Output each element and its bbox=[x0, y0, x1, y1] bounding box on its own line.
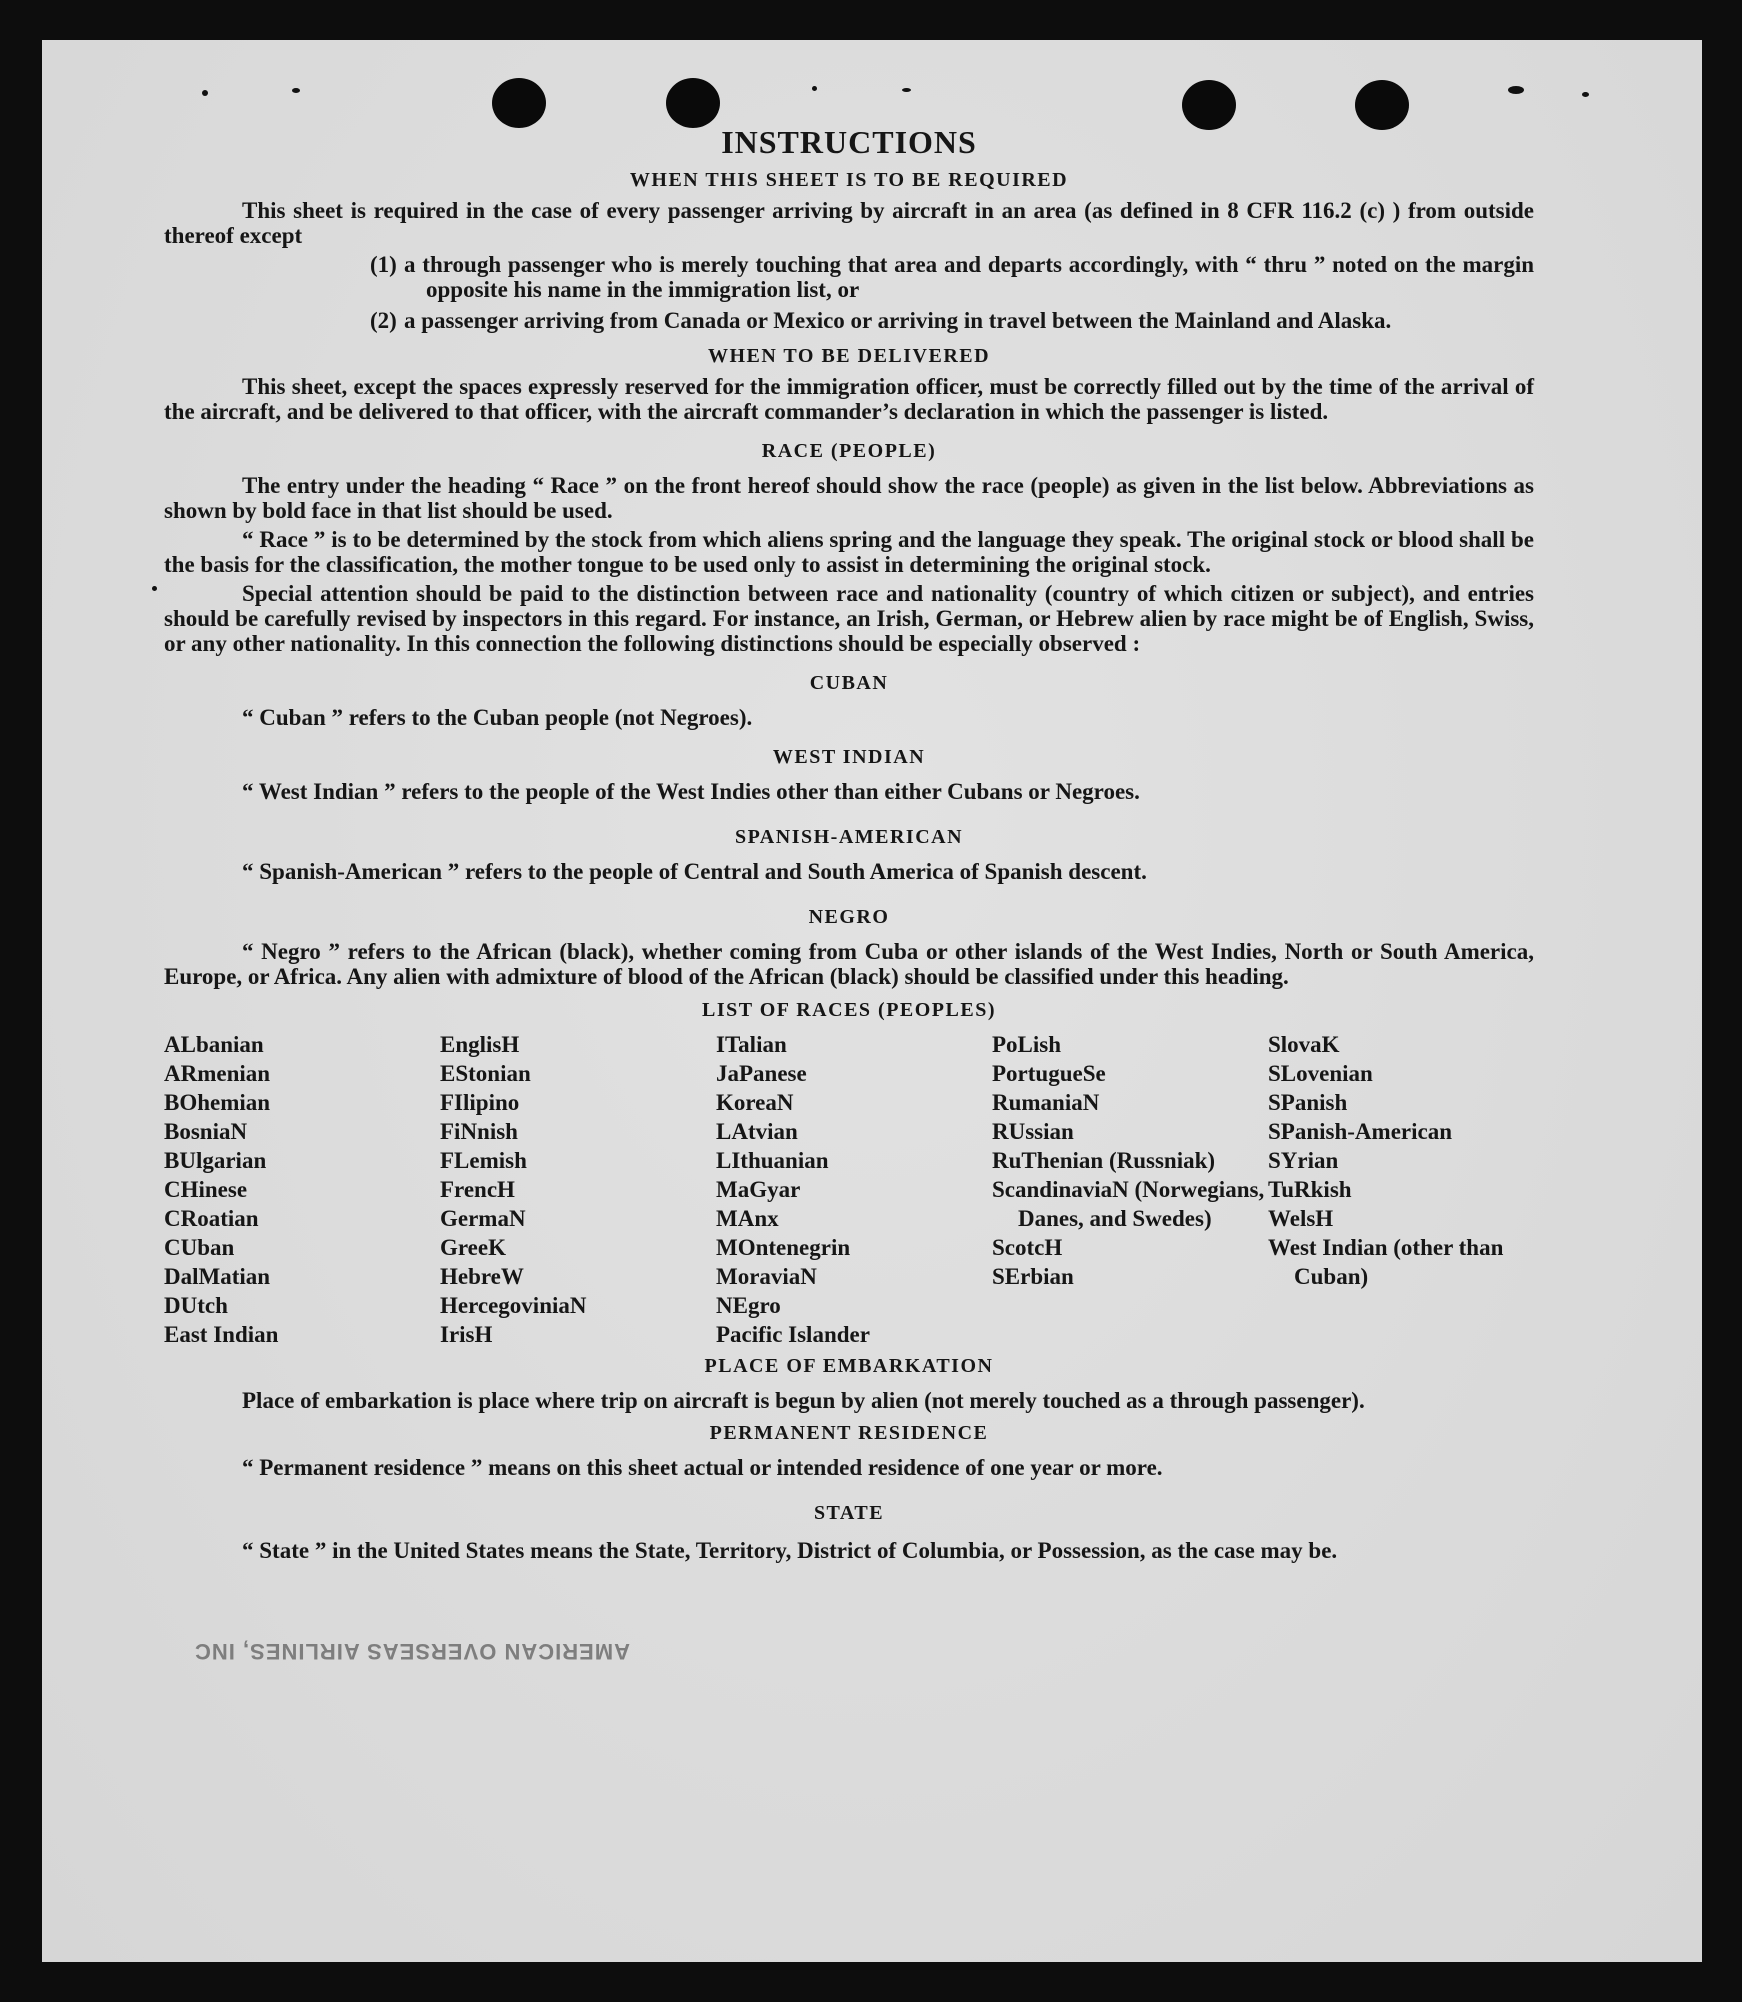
race-entry: ITalian bbox=[716, 1032, 787, 1057]
race-entry: ScandinaviaN (Norwegians, Danes, and Swedes) bbox=[992, 1177, 1265, 1231]
embarkation-paragraph: Place of embarkation is place where trip on aircraft is begun by alien (not merely touched as a through passenger). bbox=[242, 1388, 1365, 1413]
race-entry: FrencH bbox=[440, 1177, 515, 1202]
negro-paragraph: “ Negro ” refers to the African (black), whether coming from Cuba or other islands of the West Indies, North or South America, Europe, or Africa. Any alien with admixture of blood of the African (black) should be classified under this heading. bbox=[164, 939, 1534, 989]
heading-permanent-residence: PERMANENT RESIDENCE bbox=[709, 1422, 989, 1444]
race-entry: LIthuanian bbox=[716, 1148, 829, 1173]
race-entry: DUtch bbox=[164, 1293, 228, 1318]
heading-list-of-races: LIST OF RACES (PEOPLES) bbox=[701, 999, 996, 1021]
race-entry: SlovaK bbox=[1268, 1032, 1340, 1057]
race-entry: DalMatian bbox=[164, 1264, 271, 1289]
race-entry: PortugueSe bbox=[992, 1061, 1106, 1086]
exception-item bbox=[164, 252, 1534, 302]
punch-hole bbox=[666, 78, 720, 128]
residence-paragraph: “ Permanent residence ” means on this sheet actual or intended residence of one year or more. bbox=[242, 1455, 1163, 1480]
punch-hole bbox=[1355, 80, 1409, 130]
race-entry: IrisH bbox=[440, 1322, 493, 1347]
races-list bbox=[164, 1030, 1534, 1349]
race-entry: West Indian (other than Cuban) bbox=[1268, 1235, 1504, 1289]
airline-stamp: AMERICAN OVERSEAS AIRLINES, INC bbox=[193, 1639, 630, 1664]
state-paragraph: “ State ” in the United States means the State, Territory, District of Columbia, or Possession, as the case may be. bbox=[242, 1538, 1338, 1563]
race-entry: SErbian bbox=[992, 1264, 1074, 1289]
race-entry: FiNnish bbox=[440, 1119, 518, 1144]
page-title: INSTRUCTIONS bbox=[721, 124, 977, 160]
exception-text: a passenger arriving from Canada or Mexico or arriving in travel between the Mainland and Alaska. bbox=[404, 308, 1392, 333]
race-entry: BosniaN bbox=[164, 1119, 248, 1144]
west-indian-paragraph: “ West Indian ” refers to the people of the West Indies other than either Cubans or Negroes. bbox=[242, 779, 1140, 804]
race-entry: BUlgarian bbox=[164, 1148, 267, 1173]
race-entry: ScotcH bbox=[992, 1235, 1063, 1260]
heading-required: WHEN THIS SHEET IS TO BE REQUIRED bbox=[629, 169, 1069, 191]
race-entry: ALbanian bbox=[164, 1032, 264, 1057]
race-entry: MAnx bbox=[716, 1206, 779, 1231]
races-column bbox=[992, 1030, 1268, 1349]
heading-race: RACE (PEOPLE) bbox=[761, 440, 937, 462]
exception-item bbox=[164, 308, 1534, 333]
race-entry: MOntenegrin bbox=[716, 1235, 851, 1260]
ink-speck bbox=[902, 88, 911, 92]
races-column bbox=[716, 1030, 992, 1349]
ink-speck bbox=[812, 86, 817, 91]
race-paragraph-2: “ Race ” is to be determined by the stock from which aliens spring and the language they speak. The original stock or blood shall be the basis for the classification, the mother tongue to be used only to assist in determining the original stock. bbox=[164, 527, 1534, 577]
race-entry: PoLish bbox=[992, 1032, 1062, 1057]
race-entry: WelsH bbox=[1268, 1206, 1334, 1231]
instructions-content bbox=[164, 124, 1534, 1567]
race-paragraph-1: The entry under the heading “ Race ” on the front hereof should show the race (people) as given in the list below. Abbreviations as shown by bold face in that list should be used. bbox=[164, 473, 1534, 523]
ink-speck bbox=[292, 88, 300, 93]
ink-speck bbox=[202, 90, 208, 96]
heading-negro: NEGRO bbox=[808, 906, 890, 928]
race-entry: GreeK bbox=[440, 1235, 506, 1260]
race-entry: EStonian bbox=[440, 1061, 531, 1086]
race-entry: SPanish bbox=[1268, 1090, 1348, 1115]
cuban-paragraph: “ Cuban ” refers to the Cuban people (not Negroes). bbox=[242, 705, 753, 730]
race-entry: JaPanese bbox=[716, 1061, 807, 1086]
punch-hole bbox=[1182, 80, 1236, 130]
ink-speck bbox=[152, 586, 157, 591]
heading-delivered: WHEN TO BE DELIVERED bbox=[707, 345, 991, 367]
race-entry: GermaN bbox=[440, 1206, 526, 1231]
spanish-american-paragraph: “ Spanish-American ” refers to the people of Central and South America of Spanish descent. bbox=[242, 859, 1147, 884]
exception-text: a through passenger who is merely touching that area and departs accordingly, with “ thru ” noted on the margin opposite his name in the immigration list, or bbox=[404, 252, 1534, 302]
heading-state: STATE bbox=[813, 1502, 885, 1524]
race-entry: HercegoviniaN bbox=[440, 1293, 587, 1318]
race-entry: MaGyar bbox=[716, 1177, 801, 1202]
race-entry: SLovenian bbox=[1268, 1061, 1373, 1086]
exception-number: (2) bbox=[370, 308, 397, 333]
race-entry: CRoatian bbox=[164, 1206, 259, 1231]
race-entry: SYrian bbox=[1268, 1148, 1339, 1173]
race-entry: HebreW bbox=[440, 1264, 524, 1289]
heading-embarkation: PLACE OF EMBARKATION bbox=[704, 1355, 994, 1377]
race-entry: CUban bbox=[164, 1235, 235, 1260]
delivered-paragraph: This sheet, except the spaces expressly reserved for the immigration officer, must be correctly filled out by the time of the arrival of the aircraft, and be delivered to that officer, with the aircraft commander’s declaration in which the passenger is listed. bbox=[164, 374, 1534, 424]
exception-number: (1) bbox=[370, 252, 397, 277]
race-entry: CHinese bbox=[164, 1177, 248, 1202]
race-entry: ARmenian bbox=[164, 1061, 271, 1086]
race-entry: TuRkish bbox=[1268, 1177, 1352, 1202]
races-column bbox=[164, 1030, 440, 1349]
punch-hole bbox=[492, 78, 546, 128]
heading-cuban: CUBAN bbox=[809, 672, 889, 694]
race-entry: NEgro bbox=[716, 1293, 781, 1318]
ink-speck bbox=[1508, 86, 1524, 94]
heading-west-indian: WEST INDIAN bbox=[772, 746, 926, 768]
race-entry: FLemish bbox=[440, 1148, 527, 1173]
race-entry: LAtvian bbox=[716, 1119, 798, 1144]
race-entry: RUssian bbox=[992, 1119, 1074, 1144]
race-paragraph-3: Special attention should be paid to the distinction between race and nationality (country of which citizen or subject), and entries should be carefully revised by inspectors in this regard. For instance, an Irish, German, or Hebrew alien by race might be of English, Swiss, or any other nationality. In this connection the following distinctions should be especially observed : bbox=[164, 581, 1534, 656]
race-entry: Pacific Islander bbox=[716, 1322, 870, 1347]
race-entry: MoraviaN bbox=[716, 1264, 817, 1289]
races-column bbox=[1268, 1030, 1534, 1349]
race-entry: RumaniaN bbox=[992, 1090, 1100, 1115]
race-entry: FIlipino bbox=[440, 1090, 520, 1115]
races-column bbox=[440, 1030, 716, 1349]
race-entry: EnglisH bbox=[440, 1032, 520, 1057]
heading-spanish-american: SPANISH-AMERICAN bbox=[734, 826, 964, 848]
race-entry: BOhemian bbox=[164, 1090, 271, 1115]
race-entry: RuThenian (Russniak) bbox=[992, 1148, 1216, 1173]
ink-speck bbox=[1582, 92, 1589, 97]
race-entry: East Indian bbox=[164, 1322, 279, 1347]
race-entry: SPanish-American bbox=[1268, 1119, 1452, 1144]
required-paragraph: This sheet is required in the case of every passenger arriving by aircraft in an area (as defined in 8 CFR 116.2 (c) ) from outside thereof except bbox=[164, 198, 1534, 248]
race-entry: KoreaN bbox=[716, 1090, 794, 1115]
